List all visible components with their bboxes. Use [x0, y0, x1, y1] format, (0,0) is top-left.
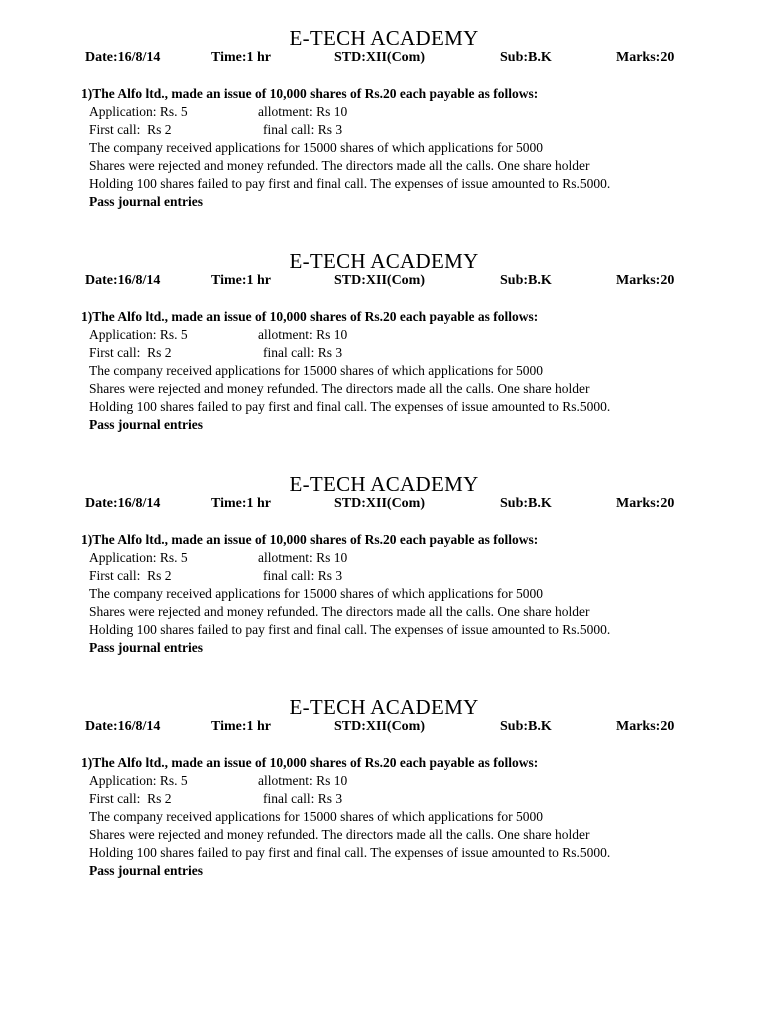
first-call-amount: First call: Rs 2	[89, 791, 172, 806]
application-amount: Application: Rs. 5	[89, 327, 188, 342]
question-text-line: The company received applications for 15000 shares of which applications for 5000	[89, 809, 543, 824]
exam-subject: Sub:B.K	[500, 719, 552, 734]
exam-standard: STD:XII(Com)	[334, 496, 425, 511]
instruction-text: Pass journal entries	[89, 194, 203, 209]
exam-date: Date:16/8/14	[85, 273, 161, 288]
exam-date: Date:16/8/14	[85, 50, 161, 65]
exam-date: Date:16/8/14	[85, 719, 161, 734]
payment-line-2	[89, 344, 343, 362]
allotment-amount: allotment: Rs 10	[258, 327, 348, 342]
question-sheet-2	[0, 248, 768, 458]
payment-line-1	[89, 549, 348, 567]
final-call-amount: final call: Rs 3	[263, 345, 343, 360]
application-amount: Application: Rs. 5	[89, 773, 188, 788]
final-call-amount: final call: Rs 3	[263, 791, 343, 806]
academy-title: E-TECH ACADEMY	[289, 695, 479, 719]
first-call-amount: First call: Rs 2	[89, 568, 172, 583]
question-text-line: Holding 100 shares failed to pay first and final call. The expenses of issue amounted to Rs.5000.	[89, 399, 611, 414]
payment-line-2	[89, 567, 343, 585]
exam-marks: Marks:20	[616, 719, 675, 734]
payment-line-2	[89, 790, 343, 808]
exam-marks: Marks:20	[616, 273, 675, 288]
question-text-line: Shares were rejected and money refunded. The directors made all the calls. One share holder	[89, 827, 590, 842]
final-call-amount: final call: Rs 3	[263, 122, 343, 137]
allotment-amount: allotment: Rs 10	[258, 104, 348, 119]
academy-title: E-TECH ACADEMY	[289, 249, 479, 273]
question-sheet-4	[0, 694, 768, 904]
exam-time: Time:1 hr	[211, 719, 272, 734]
instruction-text: Pass journal entries	[89, 863, 203, 878]
exam-standard: STD:XII(Com)	[334, 719, 425, 734]
allotment-amount: allotment: Rs 10	[258, 773, 348, 788]
exam-marks: Marks:20	[616, 496, 675, 511]
question-sheet-3	[0, 471, 768, 681]
application-amount: Application: Rs. 5	[89, 550, 188, 565]
first-call-amount: First call: Rs 2	[89, 345, 172, 360]
first-call-amount: First call: Rs 2	[89, 122, 172, 137]
exam-marks: Marks:20	[616, 50, 675, 65]
question-text-line: Holding 100 shares failed to pay first and final call. The expenses of issue amounted to Rs.5000.	[89, 845, 611, 860]
exam-standard: STD:XII(Com)	[334, 273, 425, 288]
academy-title: E-TECH ACADEMY	[289, 26, 479, 50]
payment-line-1	[89, 103, 348, 121]
question-text-line: Shares were rejected and money refunded. The directors made all the calls. One share holder	[89, 158, 590, 173]
exam-date: Date:16/8/14	[85, 496, 161, 511]
question-heading: 1)The Alfo ltd., made an issue of 10,000 shares of Rs.20 each payable as follows:	[81, 755, 539, 770]
question-text-line: Holding 100 shares failed to pay first and final call. The expenses of issue amounted to Rs.5000.	[89, 176, 611, 191]
instruction-text: Pass journal entries	[89, 640, 203, 655]
question-heading: 1)The Alfo ltd., made an issue of 10,000 shares of Rs.20 each payable as follows:	[81, 532, 539, 547]
payment-line-1	[89, 326, 348, 344]
question-sheet-1	[0, 25, 768, 235]
exam-time: Time:1 hr	[211, 273, 272, 288]
exam-time: Time:1 hr	[211, 50, 272, 65]
exam-time: Time:1 hr	[211, 496, 272, 511]
payment-line-1	[89, 772, 348, 790]
exam-standard: STD:XII(Com)	[334, 50, 425, 65]
exam-subject: Sub:B.K	[500, 273, 552, 288]
question-text-line: The company received applications for 15000 shares of which applications for 5000	[89, 363, 543, 378]
final-call-amount: final call: Rs 3	[263, 568, 343, 583]
question-heading: 1)The Alfo ltd., made an issue of 10,000 shares of Rs.20 each payable as follows:	[81, 309, 539, 324]
application-amount: Application: Rs. 5	[89, 104, 188, 119]
question-text-line: The company received applications for 15000 shares of which applications for 5000	[89, 140, 543, 155]
academy-title: E-TECH ACADEMY	[289, 472, 479, 496]
question-text-line: Shares were rejected and money refunded. The directors made all the calls. One share holder	[89, 381, 590, 396]
question-heading: 1)The Alfo ltd., made an issue of 10,000 shares of Rs.20 each payable as follows:	[81, 86, 539, 101]
question-text-line: The company received applications for 15000 shares of which applications for 5000	[89, 586, 543, 601]
exam-subject: Sub:B.K	[500, 496, 552, 511]
instruction-text: Pass journal entries	[89, 417, 203, 432]
question-text-line: Holding 100 shares failed to pay first and final call. The expenses of issue amounted to Rs.5000.	[89, 622, 611, 637]
question-text-line: Shares were rejected and money refunded. The directors made all the calls. One share holder	[89, 604, 590, 619]
exam-subject: Sub:B.K	[500, 50, 552, 65]
allotment-amount: allotment: Rs 10	[258, 550, 348, 565]
payment-line-2	[89, 121, 343, 139]
